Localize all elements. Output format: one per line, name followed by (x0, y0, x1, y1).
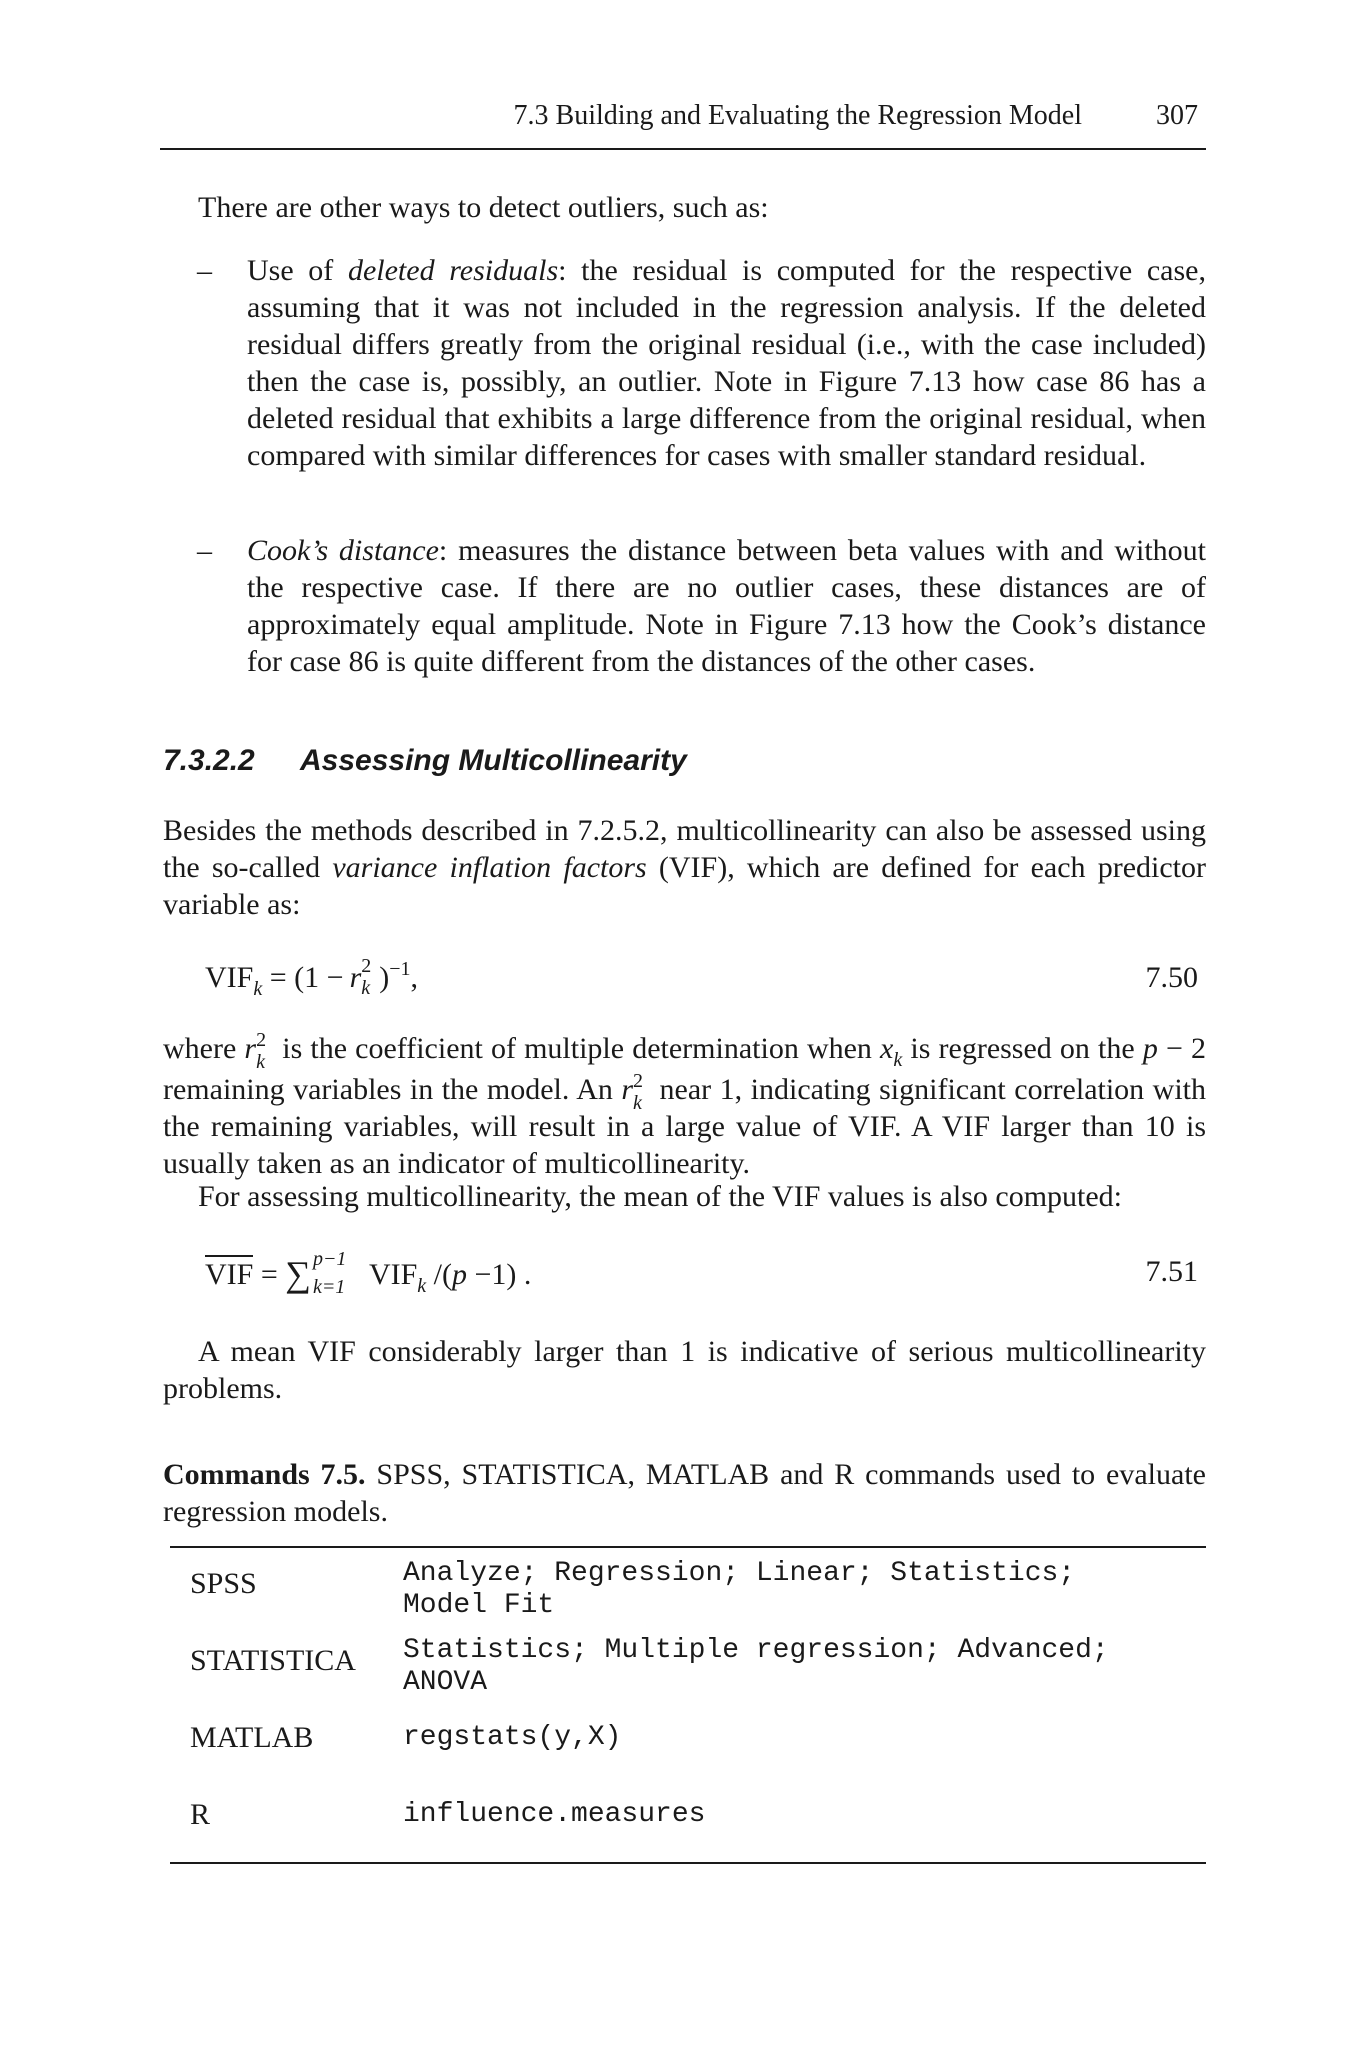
table-top-rule (170, 1546, 1206, 1548)
command-text: Analyze; Regression; Linear; Statistics; Model Fit (403, 1558, 1076, 1621)
table-bottom-rule (170, 1862, 1206, 1864)
subsection-title: Assessing Multicollinearity (300, 744, 687, 777)
commands-caption-text: SPSS, STATISTICA, MATLAB and R commands used to evaluate regression models. (163, 1458, 1206, 1528)
running-title: 7.3 Building and Evaluating the Regression Model (513, 100, 1082, 131)
table-row (170, 1706, 1206, 1770)
page-number: 307 (1156, 100, 1198, 131)
subscript-k: k (253, 978, 263, 1000)
bullet-dash: – (197, 254, 212, 287)
superscript-2: 2 (256, 1029, 267, 1052)
text-run: near 1, indicating significant correlation with the remaining variables, will result in a large value of VIF. A VIF larger than 10 is usually taken as an indicator of multicollinearity. (163, 1073, 1207, 1180)
r-squared-k (621, 1070, 651, 1115)
subsection-number: 7.3.2.2 (163, 744, 255, 777)
equation-number: 7.51 (1145, 1255, 1198, 1288)
comma: , (410, 961, 419, 994)
formula (205, 1244, 531, 1300)
p-symbol: p (452, 1258, 467, 1291)
vif-symbol: VIF (368, 1258, 418, 1291)
header-rule (160, 148, 1206, 150)
italic-term: variance inflation factors (332, 851, 647, 884)
equals-sign: = (253, 1258, 286, 1291)
r-symbol: r (244, 1032, 257, 1065)
formula-text: /( (426, 1258, 452, 1291)
p-symbol: p (1142, 1032, 1158, 1065)
r-scripts (256, 1029, 274, 1074)
text-run: Besides the methods described in 7.2.5.2, multicollinearity can also be assessed using the so-called (163, 814, 1206, 884)
sum-upper-limit: p−1 (312, 1248, 347, 1271)
app-name: STATISTICA (190, 1644, 356, 1677)
subscript-k: k (633, 1092, 642, 1115)
paragraph-r2-explanation (163, 1030, 1206, 1182)
exponent: −1 (389, 958, 411, 980)
sum-limits (311, 1248, 369, 1301)
app-name: SPSS (190, 1567, 257, 1600)
formula-text: −1) . (467, 1258, 532, 1291)
command-text: influence.measures (403, 1799, 706, 1830)
vif-symbol: VIF (205, 961, 254, 994)
bullet-term: deleted residuals (347, 254, 559, 287)
subscript-k: k (361, 977, 371, 1000)
equation-number: 7.50 (1145, 961, 1198, 994)
running-header (160, 96, 1206, 136)
paragraph-mean-vif: For assessing multicollinearity, the mean of the VIF values is also computed: (198, 1180, 1123, 1213)
intro-sentence: There are other ways to detect outliers, such as: (198, 191, 769, 224)
bullet-body: : measures the distance between beta values with and without the respective case. If there are no outlier cases, these distances are of approximately equal amplitude. Note in Figure 7.13 how the Cook’s distance for case 86 is quite different from the distances of the other cases. (247, 534, 1206, 678)
text-run: where (163, 1032, 237, 1065)
table-row (170, 1783, 1206, 1847)
r-symbol: r (349, 961, 362, 994)
paragraph-vif-intro (163, 812, 1206, 923)
app-name: R (190, 1798, 211, 1831)
sum-lower-limit: k=1 (312, 1276, 346, 1299)
sum-symbol: ∑ (285, 1254, 311, 1294)
command-text: Statistics; Multiple regression; Advanced; ANOVA (403, 1635, 1109, 1698)
bullet-dash: – (197, 534, 212, 567)
x-symbol: x (880, 1032, 894, 1065)
commands-caption (163, 1456, 1206, 1530)
formula (205, 950, 418, 1006)
superscript-2: 2 (633, 1070, 644, 1093)
commands-label: Commands 7.5. (163, 1458, 366, 1491)
app-name: MATLAB (190, 1721, 314, 1754)
subscript-k: k (256, 1051, 265, 1074)
bullet-lead: Use of (247, 254, 348, 287)
equation-7-50 (163, 950, 1206, 1006)
text-run: (VIF), which are defined for each predictor variable as: (163, 851, 1207, 921)
bullet-text (247, 532, 1206, 680)
close-paren: ) (379, 961, 390, 994)
table-row (170, 1629, 1206, 1698)
bullet-term: Cook’s distance (247, 534, 439, 567)
r-symbol: r (621, 1073, 634, 1106)
equation-7-51 (163, 1244, 1206, 1300)
subscript-k: k (893, 1049, 903, 1071)
paragraph-mean-vif-interpretation: A mean VIF considerably larger than 1 is indicative of serious multicollinearity problems. (163, 1335, 1206, 1405)
formula-text: = (1 − (262, 961, 344, 994)
text-run: − 2 remaining variables in the model. An (163, 1032, 1206, 1106)
r-scripts (633, 1070, 651, 1115)
r-scripts (361, 955, 379, 1000)
text-run: is the coefficient of multiple determination when (282, 1032, 872, 1065)
text-run: is regressed on the (910, 1032, 1135, 1065)
commands-table (170, 1546, 1206, 1864)
r-squared-k (244, 1029, 274, 1074)
table-row (170, 1552, 1206, 1621)
command-text: regstats(y,X) (403, 1722, 622, 1753)
bullet-text (247, 252, 1206, 474)
superscript-2: 2 (361, 955, 372, 978)
bullet-body: : the residual is computed for the respective case, assuming that it was not included in the regression analysis. If the deleted residual differs greatly from the original residual (i.e., with the case included) then the case is, possibly, an outlier. Note in Figure 7.13 how case 86 has a deleted residual that exhibits a large difference from the original residual, when compared with similar differences for cases with smaller standard residual. (247, 254, 1206, 472)
vif-bar-symbol: VIF (205, 1255, 253, 1291)
subscript-k: k (417, 1275, 427, 1297)
